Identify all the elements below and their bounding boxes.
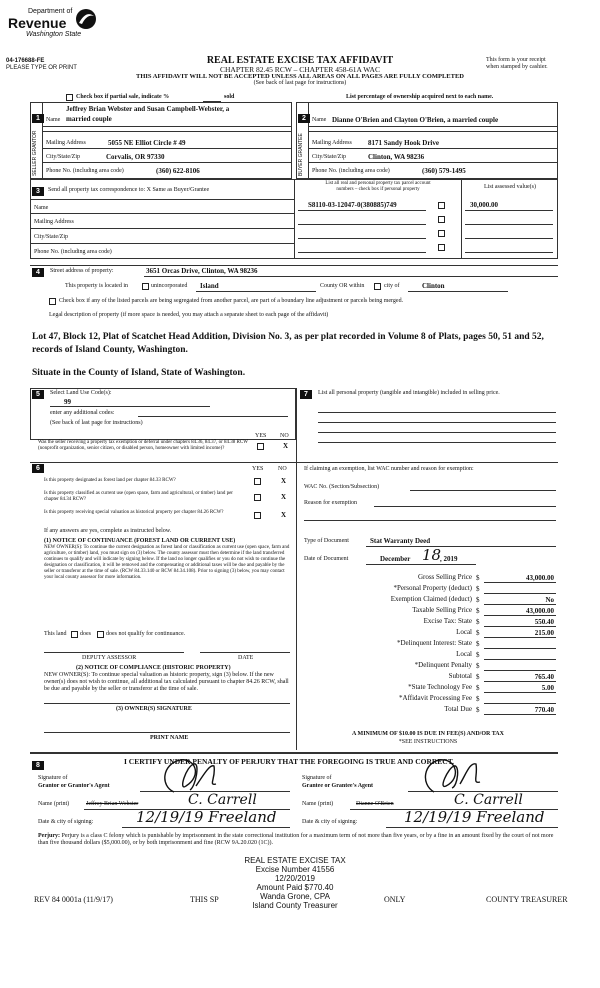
does-not-label: does not qualify for continuance. [106,631,186,637]
street-address[interactable]: 3651 Orcas Drive, Clinton, WA 98236 [146,267,258,275]
does-label: does [80,631,91,637]
stamp-line-6: Island County Treasurer [252,901,338,910]
calc-row [300,672,558,683]
calc-row [300,628,558,639]
q2-no-x[interactable]: X [281,493,287,501]
calc-label: Local [456,628,472,636]
exempt-no-header: NO [280,433,289,439]
forest-yes-header: YES [252,466,264,472]
calc-dollar: $ [476,629,480,637]
section-2-number: 2 [298,114,310,123]
exempt-yes-checkbox[interactable] [257,443,264,450]
calc-row [300,683,558,694]
minimum-note: A MINIMUM OF $10.00 IS DUE IN FEE(S) AND/OR TAX [352,731,504,737]
calc-value[interactable]: 215.00 [534,629,554,637]
does-not-checkbox[interactable] [97,631,104,638]
city-of-checkbox[interactable] [374,283,381,290]
segregated-label: Check box if any of the listed parcels are being segregated from another parcel, are part of a boundary line adjustment or parcels being merged. [59,298,404,304]
does-checkbox[interactable] [71,631,78,638]
grantee-sig-label-2: Grantee or Grantee's Agent [302,783,374,789]
corr-name-label: Name [34,205,49,211]
calc-label: *Delinquent Penalty [414,661,472,669]
footer-only: ONLY [384,895,406,904]
grantor-signature-icon[interactable] [156,756,226,796]
q3-yes-checkbox[interactable] [254,512,261,519]
doc-type-label: Type of Document [304,538,349,544]
seller-name-line1[interactable]: Jeffrey Brian Webster and Susan Campbell-Webster, a [66,105,230,113]
legal-description[interactable]: Lot 47, Block 12, Plat of Scatchet Head Addition, Division No. 3, as per plat recorded in Volume 8 of Plats, pages 50, 51 and 52, records of Island County, Washington. [32,332,544,355]
calc-dollar: $ [476,673,480,681]
perjury-text: Perjury is a class C felony which is punishable by imprisonment in the state correctional institution for a maximum term of not more than five years, or by a fine in an amount fixed by the court of not more than five thousand dollars ($5,000.00), or by both imprisonment and fine (RCW 9A.20.020 (1C)). [38,833,554,846]
this-land-label: This land [44,631,67,637]
q1-no-x[interactable]: X [281,477,287,485]
city-value[interactable]: Clinton [422,282,445,290]
seller-phone[interactable]: (360) 622-8106 [156,167,200,175]
stamp-line-1: REAL ESTATE EXCISE TAX [244,856,346,865]
q3-no-x[interactable]: X [281,511,287,519]
grantee-date-city[interactable]: 12/19/19 Freeland [404,808,545,826]
calc-dollar: $ [476,618,480,626]
grantor-date-label: Date & city of signing: [38,819,94,825]
partial-sold-label: sold [224,94,235,100]
parcel-pp-checkbox-4[interactable] [438,244,445,251]
q2-yes-checkbox[interactable] [254,494,261,501]
type-or-print: PLEASE TYPE OR PRINT [6,65,77,71]
section-6-number: 6 [32,464,44,473]
land-use-label: Select Land Use Code(s): [50,390,112,396]
grantor-sig-label-1: Signature of [38,775,68,781]
seller-name-line2[interactable]: married couple [66,115,112,123]
buyer-name[interactable]: Dianne O'Brien and Clayton O'Brien, a married couple [332,116,499,124]
doc-year[interactable]: , 2019 [440,555,458,563]
calc-value[interactable]: 550.40 [534,618,554,626]
section-3-number: 3 [32,187,44,196]
logo-dept-text: Department of [28,8,73,15]
owner-signature-label: (3) OWNER(S) SIGNATURE [116,706,192,712]
footer-this-sp: THIS SP [190,895,219,904]
form-see-back: (See back of last page for instructions) [253,80,347,86]
section-1-number: 1 [32,114,44,123]
unincorporated-checkbox[interactable] [142,283,149,290]
receipt-note-2: when stamped by cashier. [486,64,548,70]
calc-dollar: $ [476,574,480,582]
situate-text[interactable]: Situate in the County of Island, State of Washington. [32,368,246,378]
ownership-note: List percentage of ownership acquired next to each name. [346,94,494,100]
calc-dollar: $ [476,662,480,670]
calc-row [300,639,558,650]
corr-city-label: City/State/Zip [34,234,68,240]
calc-label: *Personal Property (deduct) [393,584,472,592]
buyer-mail-label: Mailing Address [312,140,352,146]
stamp-line-5: Wanda Grone, CPA [260,892,330,901]
q1-yes-checkbox[interactable] [254,478,261,485]
notice2-text: NEW OWNER(S): To continue special valuation as historic property, sign (3) below. If the new owner(s) does not wish to continue, all additional tax calculated pursuant to chapter 84.26 RCW, shall be due and payable by the seller or transferor at the time of sale. [44,672,289,692]
stamp-line-2: Excise Number 41556 [255,865,335,874]
grantee-sig-label-1: Signature of [302,775,332,781]
seller-name-label: Name [46,117,61,123]
doc-day[interactable]: 18 [422,546,442,564]
calc-row [300,606,558,617]
calc-label: Gross Selling Price [417,573,472,581]
calc-dollar: $ [476,640,480,648]
treasurer-stamp [210,856,380,910]
stamp-line-3: 12/20/2019 [274,874,316,883]
parcel-pp-checkbox-2[interactable] [438,216,445,223]
seller-mail[interactable]: 5055 NE Elliot Circle # 49 [108,139,186,147]
calc-label: Exemption Claimed (deduct) [390,595,472,603]
legal-label: Legal description of property (if more space is needed, you may attach a separate sheet to each page of the affidavit) [49,312,329,318]
reason-label: Reason for exemption [304,500,357,506]
certify-statement: I CERTIFY UNDER PENALTY OF PERJURY THAT THE FOREGOING IS TRUE AND CORRECT. [124,757,455,766]
exempt-no-x[interactable]: X [283,442,289,450]
notice1-text: NEW OWNER(S): To continue the current designation as forest land or classification as current use (open space, farm and agriculture, or timber) land, you must sign on (3) below. The county assessor must then determine if the land transferred continues to qualify and will indicate by signing below. If the land no longer qualifies or you do not wish to continue the designation or classification, it will be removed and the compensating or additional taxes will be due and payable by the seller or transferor at the time of sale. (RCW 84.33.140 or RCW 84.34.108). Prior to signing (3) below, you may contact your local county assessor for more information. [44,545,290,580]
county-value[interactable]: Island [200,282,219,290]
calc-label: *Delinquent Interest: State [396,639,472,647]
logo-state-text: Washington State [26,31,82,38]
land-use-see-back: (See back of last page for instructions) [50,420,143,426]
corr-mail-label: Mailing Address [34,219,74,225]
grantee-name-print-label: Name (print) [302,801,334,807]
logo-revenue-text: Revenue [8,15,67,31]
unincorporated-label: unincorporated [151,283,188,289]
form-title: REAL ESTATE EXCISE TAX AFFIDAVIT [206,55,394,66]
print-name-label: PRINT NAME [150,735,189,741]
notice1-title: (1) NOTICE OF CONTINUANCE (FOREST LAND OR CURRENT USE) [44,538,236,544]
doc-type[interactable]: Stat Warranty Deed [370,537,431,545]
grantor-handwritten-name[interactable]: C. Carrell [188,792,257,808]
county-or-label: County OR within [320,283,365,289]
calc-label: Taxable Selling Price [412,606,472,614]
city-of-label: city of [384,283,400,289]
stamp-line-4: Amount Paid $770.40 [256,883,334,892]
grantor-name-print-label: Name (print) [38,801,70,807]
dor-logo [6,8,106,56]
parcel-number[interactable]: S8110-03-12047-0(380885)749 [308,201,397,209]
calc-row [300,584,558,595]
buyer-side-label: BUYER GRANTEE [298,133,304,176]
calc-dollar: $ [476,596,480,604]
seller-city[interactable]: Corvalis, OR 97330 [106,153,165,161]
segregated-checkbox[interactable] [49,298,56,305]
located-label: This property is located in [65,283,128,289]
grantor-printed-name[interactable]: Jeffrey Brian Webster [86,801,139,807]
calc-dollar: $ [476,585,480,593]
parcel-pp-checkbox-3[interactable] [438,230,445,237]
calc-dollar: $ [476,607,480,615]
seller-mail-label: Mailing Address [46,140,86,146]
grantee-signature-icon[interactable] [418,756,488,796]
calc-dollar: $ [476,695,480,703]
exempt-yes-header: YES [255,433,267,439]
seller-side-label: SELLER GRANTOR [32,130,38,176]
calc-row [300,694,558,705]
grantee-date-label: Date & city of signing: [302,819,358,825]
assessed-value[interactable]: 30,000.00 [470,201,498,209]
wac-label: WAC No. (Section/Subsection) [304,484,380,490]
exempt-question: Was the seller receiving a property tax exemption or deferral under chapters 84.36, 84.37, or 84.38 RCW (nonprofit organization, senior citizen, or disabled person, homeowner with limited income)? [38,440,248,451]
doc-month[interactable]: December [380,555,411,563]
forest-q3: Is this property receiving special valuation as historical property per chapter 84.26 RCW? [44,510,224,515]
parcel-pp-checkbox-1[interactable] [438,202,445,209]
tax-calculation-table [300,573,558,713]
county-treasurer-label: COUNTY TREASURER [486,895,568,904]
calc-dollar: $ [476,651,480,659]
calc-label: Subtotal [448,672,472,680]
calc-value[interactable]: No [545,596,554,604]
calc-value[interactable]: 43,000.00 [526,607,554,615]
calc-row [300,573,558,584]
perjury-label: Perjury: [38,833,60,839]
buyer-mail[interactable]: 8171 Sandy Hook Drive [368,139,439,147]
partial-sale-checkbox[interactable] [66,94,73,101]
buyer-phone[interactable]: (360) 579-1495 [422,167,466,175]
deputy-date-label: DATE [238,655,254,661]
seller-city-label: City/State/Zip [46,154,80,160]
calc-dollar: $ [476,706,480,714]
corr-phone-label: Phone No. (including area code) [34,249,112,255]
seller-phone-label: Phone No. (including area code) [46,168,124,174]
grantor-date-city[interactable]: 12/19/19 Freeland [136,808,277,826]
logo-swoosh-icon [74,8,98,30]
form-warning: THIS AFFIDAVIT WILL NOT BE ACCEPTED UNLESS ALL AREAS ON ALL PAGES ARE FULLY COMPLETED [136,73,464,80]
buyer-city-label: City/State/Zip [312,154,346,160]
grantee-handwritten-name[interactable]: C. Carrell [454,792,523,808]
calc-row [300,617,558,628]
calc-value[interactable]: 765.40 [534,673,554,681]
calc-dollar: $ [476,684,480,692]
calc-label: *Affidavit Processing Fee [399,694,472,702]
grantee-printed-name[interactable]: Dianne O'Brien [356,801,394,807]
section-7-number: 7 [300,390,312,399]
perjury-notice [38,833,558,847]
exemption-label: If claiming an exemption, list WAC number and reason for exemption: [304,466,474,472]
forest-no-header: NO [278,466,287,472]
calc-row [300,595,558,606]
calc-row [300,661,558,672]
buyer-city[interactable]: Clinton, WA 98236 [368,153,425,161]
see-instructions-note: *SEE INSTRUCTIONS [398,739,458,745]
grantor-sig-label-2: Grantor or Grantor's Agent [38,783,110,789]
calc-value[interactable]: 43,000.00 [526,574,554,582]
calc-row [300,705,558,716]
calc-row [300,650,558,661]
assessed-header: List assessed value(s) [484,184,536,190]
additional-codes-label: enter any additional codes: [50,410,115,416]
personal-property-label: List all personal property (tangible and intangible) included in selling price. [318,390,500,396]
street-label: Street address of property: [50,268,114,274]
form-chapter: CHAPTER 82.45 RCW – CHAPTER 458-61A WAC [220,65,380,74]
forest-q1: Is this property designated as forest land per chapter 84.33 RCW? [44,478,176,483]
calc-value[interactable]: 770.40 [534,706,554,714]
section-8-number: 8 [32,761,44,770]
forest-q2: Is this property classified as current use (open space, farm and agricultural, or timber) land per chapter 84.34 RCW? [44,491,233,502]
if-yes-note: If any answers are yes, complete as instructed below. [44,528,172,534]
correspondence-label: Send all property tax correspondence to: X Same as Buyer/Grantee [48,187,210,193]
partial-sale-label: Check box if partial sale, indicate % [76,94,170,100]
buyer-name-label: Name [312,117,327,123]
parcel-header-1: List all real and personal property tax parcel account [325,181,431,186]
receipt-note-1: This form is your receipt [486,57,546,63]
notice2-title: (2) NOTICE OF COMPLIANCE (HISTORIC PROPERTY) [76,665,231,671]
buyer-phone-label: Phone No. (including area code) [312,168,390,174]
calc-label: Total Due [444,705,472,713]
doc-date-label: Date of Document [304,556,349,562]
parcel-header-2: numbers – check box if personal property [336,187,420,192]
calc-label: *State Technology Fee [408,683,472,691]
deputy-assessor-label: DEPUTY ASSESSOR [82,655,137,661]
section-5-number: 5 [32,390,44,399]
land-use-code[interactable]: 99 [64,398,71,406]
form-number: 04-176688-FE [6,58,45,64]
calc-label: Local [456,650,472,658]
rev-form-number: REV 84 0001a (11/9/17) [34,895,113,904]
section-4-number: 4 [32,268,44,277]
calc-label: Excise Tax: State [423,617,472,625]
calc-value[interactable]: 5.00 [541,684,554,692]
